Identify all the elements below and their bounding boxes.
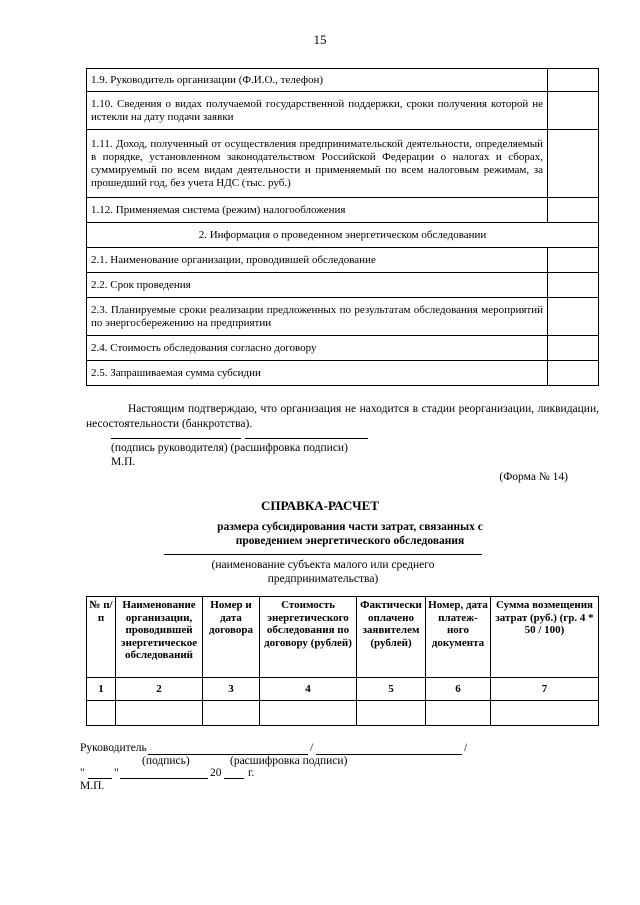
table-cell[interactable] — [203, 701, 260, 726]
table-row — [87, 273, 599, 298]
field-label: 2.3. Планируемые сроки реализации предложенных по результатам обследования мероприятий по энергосбережению на предприятии — [87, 298, 548, 336]
subtitle-line: проведением энергетического обследования — [235, 535, 465, 547]
field-label: 1.12. Применяемая система (режим) налогообложения — [87, 198, 548, 223]
caption-line: (наименование субъекта малого или среднего — [211, 559, 435, 571]
table-cell[interactable] — [426, 701, 491, 726]
column-number: 1 — [87, 678, 116, 701]
confirmation-text: Настоящим подтверждаю, что организация не находится в стадии реорганизации, ликвидации, несостоятельности (банкротства). — [86, 403, 599, 430]
table-row — [87, 223, 599, 248]
field-value-cell[interactable] — [548, 92, 599, 130]
field-value-cell[interactable] — [548, 273, 599, 298]
table-row — [87, 248, 599, 273]
table-cell[interactable] — [87, 701, 116, 726]
column-number: 5 — [357, 678, 426, 701]
column-header: Стоимость энергетического обследования по договору (рублей) — [260, 597, 357, 678]
table-row — [87, 701, 599, 726]
field-value-cell[interactable] — [548, 336, 599, 361]
signature-caption: (подпись руководителя) (расшифровка подписи) — [111, 442, 348, 454]
table-row — [87, 361, 599, 386]
field-value-cell[interactable] — [548, 198, 599, 223]
stamp-label: М.П. — [111, 456, 136, 468]
field-label: 2.5. Запрашиваемая сумма субсидии — [87, 361, 548, 386]
document-title: СПРАВКА-РАСЧЕТ — [261, 498, 379, 513]
field-value-cell[interactable] — [548, 130, 599, 198]
subject-name-line[interactable] — [164, 554, 482, 555]
quote-close: " — [114, 767, 119, 779]
calculation-table — [86, 596, 599, 726]
head-label: Руководитель — [80, 742, 147, 754]
subtitle-line: размера субсидирования части затрат, связанных с — [217, 521, 483, 533]
table-row — [87, 198, 599, 223]
column-header: Номер и дата договора — [203, 597, 260, 678]
signature-decode-line[interactable] — [245, 438, 368, 439]
table-cell[interactable] — [357, 701, 426, 726]
table-cell[interactable] — [260, 701, 357, 726]
field-label: 2.1. Наименование организации, проводившей обследование — [87, 248, 548, 273]
document-subtitle — [150, 520, 550, 548]
column-header: Номер, дата платеж-ного документа — [426, 597, 491, 678]
info-table — [86, 68, 599, 386]
field-value-cell[interactable] — [548, 298, 599, 336]
table-row — [87, 678, 599, 701]
form-number: (Форма № 14) — [499, 471, 568, 483]
caption-decode: (расшифровка подписи) — [230, 755, 348, 767]
field-label: 2.4. Стоимость обследования согласно договору — [87, 336, 548, 361]
field-value-cell[interactable] — [548, 69, 599, 92]
table-row — [87, 336, 599, 361]
table-row — [87, 92, 599, 130]
field-label: 1.9. Руководитель организации (Ф.И.О., телефон) — [87, 69, 548, 92]
year-suffix: г. — [248, 767, 255, 779]
table-row — [87, 298, 599, 336]
table-row — [87, 69, 599, 92]
caption-sign: (подпись) — [142, 755, 190, 767]
year-prefix: 20 — [210, 767, 222, 779]
column-header: Сумма возмещения затрат (руб.) (гр. 4 * 50 / 100) — [491, 597, 599, 678]
caption-line: предпринимательства) — [267, 573, 379, 585]
stamp-label: М.П. — [80, 780, 105, 792]
field-value-cell[interactable] — [548, 248, 599, 273]
column-number: 3 — [203, 678, 260, 701]
table-cell[interactable] — [491, 701, 599, 726]
field-label: 1.10. Сведения о видах получаемой государственной поддержки, сроки получения которой не истекли на дату подачи заявки — [87, 92, 548, 130]
field-label: 2.2. Срок проведения — [87, 273, 548, 298]
column-number: 7 — [491, 678, 599, 701]
page-number: 15 — [313, 32, 327, 47]
day-line[interactable] — [88, 778, 112, 779]
column-header: Фактически оплачено заявителем (рублей) — [357, 597, 426, 678]
signature-line[interactable] — [111, 438, 241, 439]
month-line[interactable] — [120, 778, 208, 779]
subject-name-caption — [164, 558, 482, 586]
quote-open: " — [80, 767, 85, 779]
column-number: 2 — [116, 678, 203, 701]
section-heading: 2. Информация о проведенном энергетическом обследовании — [87, 223, 599, 248]
year-line[interactable] — [224, 778, 244, 779]
column-number: 6 — [426, 678, 491, 701]
column-number: 4 — [260, 678, 357, 701]
field-value-cell[interactable] — [548, 361, 599, 386]
column-header: Наименование организации, проводившей энергетическое обследований — [116, 597, 203, 678]
column-header: № п/п — [87, 597, 116, 678]
table-cell[interactable] — [116, 701, 203, 726]
table-header-row — [87, 597, 599, 678]
field-label: 1.11. Доход, полученный от осуществления предпринимательской деятельности, определяемый в порядке, установленном законодательством Российской Федерации о налогах и сборах, суммируемый по всем видам деятельности и применяемый по всем налоговым режимам, за прошедший год, без учета НДС (тыс. руб.) — [87, 130, 548, 198]
table-row — [87, 130, 599, 198]
slash: / — [310, 742, 314, 754]
slash: / — [464, 742, 468, 754]
